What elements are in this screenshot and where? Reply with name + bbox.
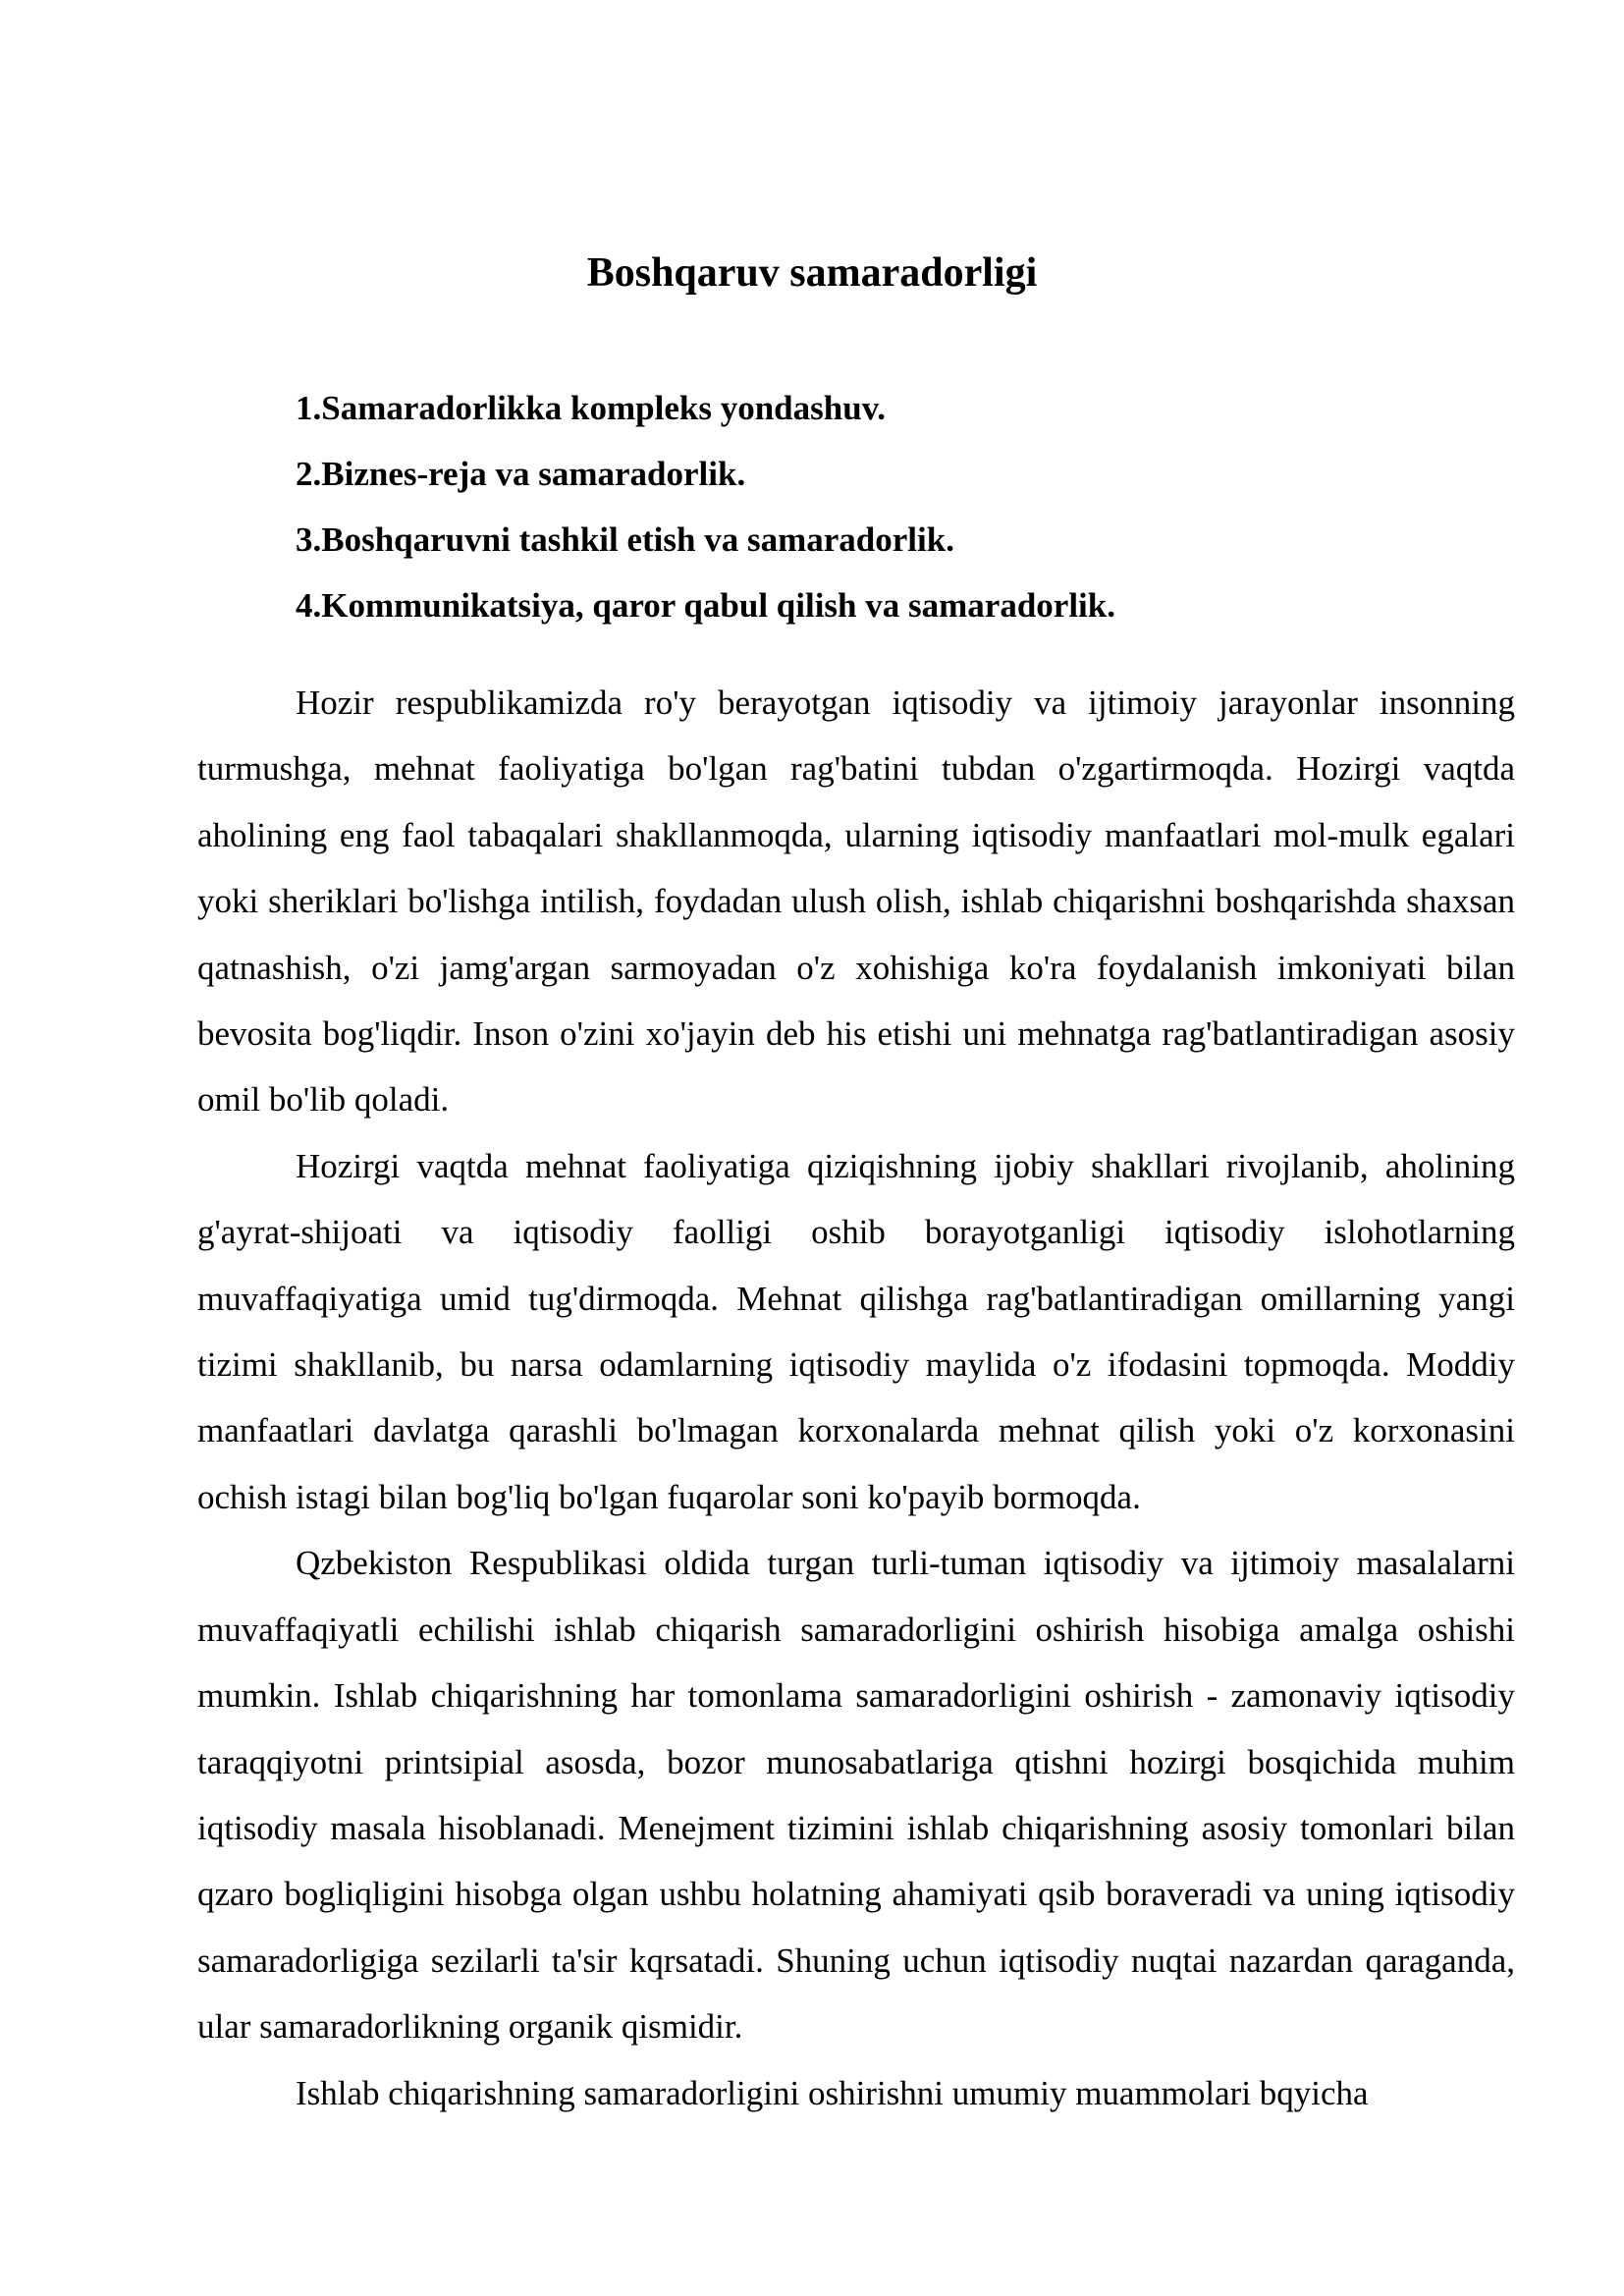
outline-list (296, 375, 1115, 638)
outline-item: 1.Samaradorlikka kompleks yondashuv. (296, 389, 887, 427)
document-title: Boshqaruv samaradorligi (586, 250, 1038, 296)
paragraph: Hozirgi vaqtda mehnat faoliyatiga qiziqishning ijobiy shakllari rivojlanib, aholining g'ayrat-shijoati va iqtisodiy faolligi oshib borayotganligi iqtisodiy islohotlarning muvaffaqiyatiga umid tug'dirmoqda. Mehnat qilishga rag'batlantiradigan omillarning yangi tizimi shakllanib, bu narsa odamlarning iqtisodiy maylida o'z ifodasini topmoqda. Moddiy manfaatlari davlatga qarashli bo'lmagan korxonalarda mehnat qilish yoki o'z korxonasini ochish istagi bilan bog'liq bo'lgan fuqarolar soni ko'payib bormoqda. (197, 1146, 1515, 1516)
outline-item: 3.Boshqaruvni tashkil etish va samaradorlik. (296, 520, 954, 559)
body-text (197, 670, 1515, 2126)
outline-item: 2.Biznes-reja va samaradorlik. (296, 455, 746, 493)
outline-item: 4.Kommunikatsiya, qaror qabul qilish va samaradorlik. (296, 586, 1115, 625)
paragraph: Hozir respublikamizda ro'y berayotgan iqtisodiy va ijtimoiy jarayonlar insonning turmushga, mehnat faoliyatiga bo'lgan rag'batini tubdan o'zgartirmoqda. Hozirgi vaqtda aholining eng faol tabaqalari shakllanmoqda, ularning iqtisodiy manfaatlari mol-mulk egalari yoki sheriklari bo'lishga intilish, foydadan ulush olish, ishlab chiqarishni boshqarishda shaxsan qatnashish, o'zi jamg'argan sarmoyadan o'z xohishiga ko'ra foydalanish imkoniyati bilan bevosita bog'liqdir. Inson o'zini xo'jayin deb his etishi uni mehnatga rag'batlantiradigan asosiy omil bo'lib qoladi. (197, 683, 1515, 1120)
paragraph: Ishlab chiqarishning samaradorligini oshirishni umumiy muammolari bqyicha (296, 2073, 1369, 2112)
paragraph: Qzbekiston Respublikasi oldida turgan turli-tuman iqtisodiy va ijtimoiy masalalarni muvaffaqiyatli echilishi ishlab chiqarish samaradorligini oshirish hisobiga amalga oshishi mumkin. Ishlab chiqarishning har tomonlama samaradorligini oshirish - zamonaviy iqtisodiy taraqqiyotni printsipial asosda, bozor munosabatlariga qtishni hozirgi bosqichida muhim iqtisodiy masala hisoblanadi. Menejment tizimini ishlab chiqarishning asosiy tomonlari bilan qzaro bogliqligini hisobga olgan ushbu holatning ahamiyati qsib boraveradi va uning iqtisodiy samaradorligiga sezilarli ta'sir kqrsatadi. Shuning uchun iqtisodiy nuqtai nazardan qaraganda, ular samaradorlikning organik qismidir. (197, 1544, 1515, 2047)
